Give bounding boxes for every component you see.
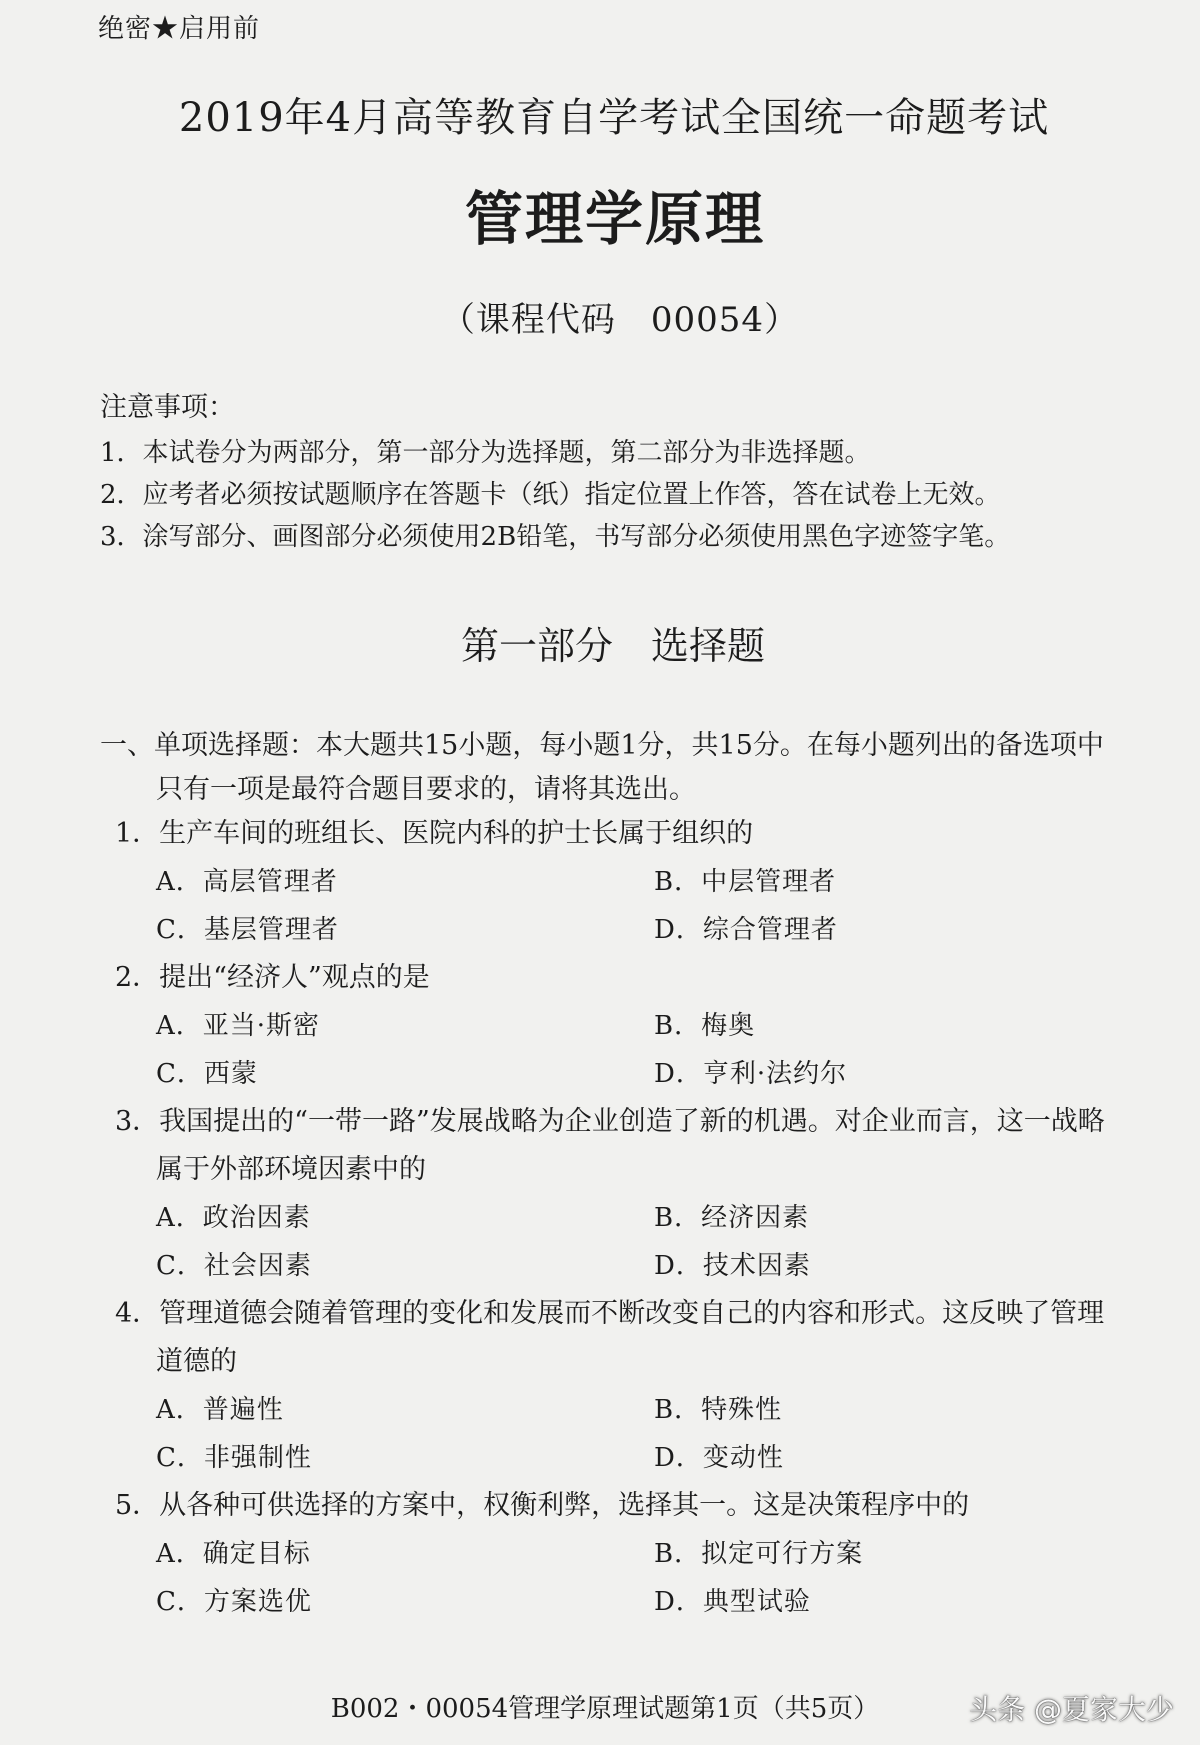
option-b: B．拟定可行方案: [654, 1539, 864, 1569]
question-list: [115, 810, 1175, 1626]
option-b: B．梅奥: [654, 1011, 756, 1041]
notice-item: 1．本试卷分为两部分，第一部分为选择题，第二部分为非选择题。: [100, 438, 871, 468]
notice-heading: 注意事项：: [100, 392, 235, 423]
option-b: B．特殊性: [654, 1395, 783, 1425]
option-d: D．典型试验: [654, 1587, 811, 1617]
question-5: [115, 1482, 1175, 1626]
exam-title: 2019年4月高等教育自学考试全国统一命题考试: [178, 95, 1050, 141]
question-3: [115, 1098, 1175, 1290]
question-stem-continued: 道德的: [156, 1346, 237, 1377]
question-stem: 2．提出“经济人”观点的是: [115, 962, 430, 993]
notice-item: 3．涂写部分、画图部分必须使用2B铅笔，书写部分必须使用黑色字迹签字笔。: [100, 522, 1011, 552]
question-2: [115, 954, 1175, 1098]
option-grid: [115, 1002, 1175, 1098]
option-grid: [115, 1386, 1175, 1482]
section-intro-line: 一、单项选择题：本大题共15小题，每小题1分，共15分。在每小题列出的备选项中: [100, 730, 1104, 761]
option-grid: [115, 858, 1175, 954]
question-stem: 3．我国提出的“一带一路”发展战略为企业创造了新的机遇。对企业而言，这一战略: [115, 1106, 1105, 1137]
section-intro: [100, 724, 1170, 812]
option-c: C．基层管理者: [156, 915, 339, 945]
notice-item: 2．应考者必须按试题顺序在答题卡（纸）指定位置上作答，答在试卷上无效。: [100, 480, 1001, 510]
option-c: C．西蒙: [156, 1059, 258, 1089]
question-stem: 1．生产车间的班组长、医院内科的护士长属于组织的: [115, 818, 754, 849]
option-d: D．亨利·法约尔: [654, 1059, 848, 1089]
option-d: D．技术因素: [654, 1251, 811, 1281]
option-a: A．普遍性: [156, 1395, 284, 1425]
watermark: 头条 @夏家大少: [969, 1693, 1174, 1726]
option-d: D．综合管理者: [654, 915, 838, 945]
notice-list: [100, 432, 1010, 558]
option-b: B．中层管理者: [654, 867, 837, 897]
question-stem-continued: 属于外部环境因素中的: [156, 1154, 426, 1185]
option-grid: [115, 1194, 1175, 1290]
option-d: D．变动性: [654, 1443, 784, 1473]
option-c: C．方案选优: [156, 1587, 312, 1617]
option-a: A．亚当·斯密: [156, 1011, 321, 1041]
page-footer: B002・00054管理学原理试题第1页（共5页）: [330, 1694, 880, 1724]
option-a: A．确定目标: [156, 1539, 311, 1569]
question-1: [115, 810, 1175, 954]
option-a: A．政治因素: [156, 1203, 311, 1233]
course-code: （课程代码 00054）: [440, 300, 800, 340]
option-c: C．非强制性: [156, 1443, 312, 1473]
option-a: A．高层管理者: [156, 867, 338, 897]
question-stem: 4．管理道德会随着管理的变化和发展而不断改变自己的内容和形式。这反映了管理: [115, 1298, 1105, 1329]
option-grid: [115, 1530, 1175, 1626]
option-b: B．经济因素: [654, 1203, 810, 1233]
option-c: C．社会因素: [156, 1251, 312, 1281]
confidential-mark: 绝密★启用前: [98, 14, 261, 44]
question-stem: 5．从各种可供选择的方案中，权衡利弊，选择其一。这是决策程序中的: [115, 1490, 970, 1521]
subject-title: 管理学原理: [464, 185, 765, 253]
question-4: [115, 1290, 1175, 1482]
section-intro-line: 只有一项是最符合题目要求的，请将其选出。: [156, 774, 696, 805]
part-title: 第一部分 选择题: [460, 624, 765, 668]
